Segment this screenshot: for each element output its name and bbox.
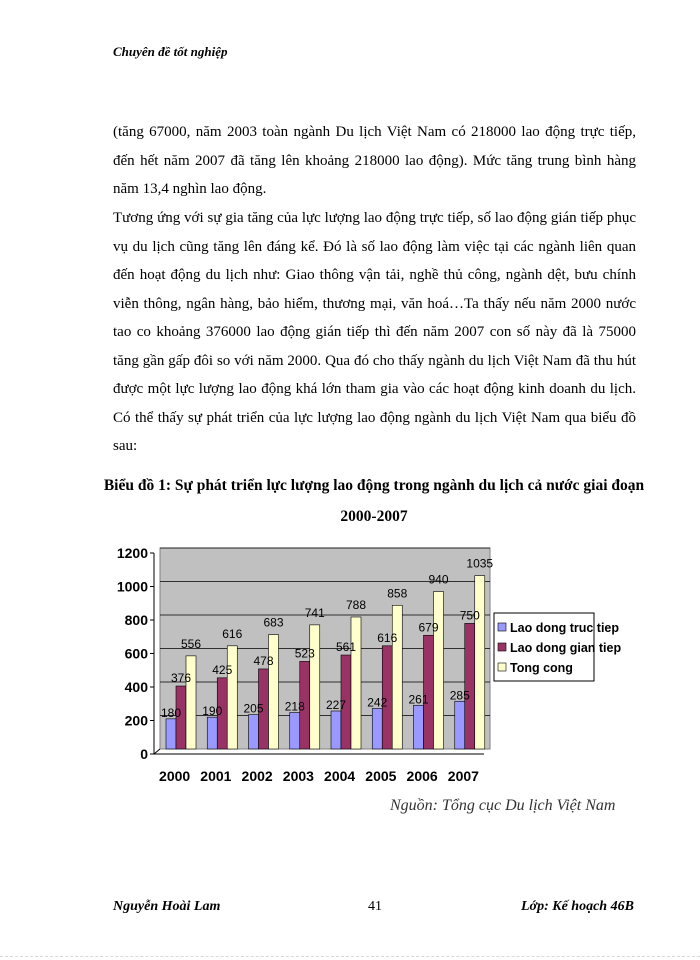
bar-0-2005 — [372, 708, 382, 749]
data-label: 556 — [180, 636, 202, 651]
legend-swatch — [498, 643, 506, 651]
footer-class: Lớp: Kế hoạch 46B — [521, 899, 634, 914]
data-label: 205 — [243, 701, 264, 716]
legend-swatch — [498, 663, 506, 671]
x-tick-label: 2006 — [406, 768, 438, 784]
paragraph-1: (tăng 67000, năm 2003 toàn ngành Du lịch Việt Nam có 218000 lao động trực tiếp, đến hết năm 2007 đã tăng lên khoảng 218000 lao động). Mức tăng trung bình hàng năm 13,4 nghìn lao động. — [113, 124, 636, 197]
data-label: 218 — [284, 699, 305, 714]
legend-label: Lao dong truc tiep — [510, 621, 620, 635]
data-label: 940 — [428, 572, 449, 587]
data-label: 523 — [294, 646, 315, 661]
data-label: 561 — [335, 640, 357, 655]
data-label: 227 — [325, 697, 347, 712]
x-tick-label: 2004 — [324, 768, 356, 784]
footer-author: Nguyễn Hoài Lam — [113, 899, 221, 914]
data-label: 478 — [253, 653, 274, 668]
bar-0-2002 — [249, 715, 259, 749]
data-label: 285 — [449, 688, 470, 703]
x-tick-label: 2007 — [447, 768, 479, 784]
x-tick-label: 2003 — [282, 768, 314, 784]
data-label: 616 — [377, 630, 398, 645]
chart-caption: Biểu đồ 1: Sự phát triển lực lượng lao động trong ngành du lịch cả nước giai đoạn 2000-2007 — [103, 477, 645, 525]
axis-corner — [154, 749, 160, 754]
paragraph-2: Tương ứng với sự gia tăng của lực lượng lao động trực tiếp, số lao động gián tiếp phục vụ du lịch cũng tăng lên đáng kể. Đó là số lao động làm việc tại các ngành liên quan đến hoạt động du lịch như: Giao thông vận tải, nghề thủ công, ngành dệt, bưu chính viễn thông, ngân hàng, bảo hiểm, thương mại, văn hoá…Ta thấy nếu năm 2000 nước tao co khoảng 376000 lao động gián tiếp thì đến năm 2007 con số này đã là 75000 tăng gần gấp đôi so với năm 2000. Qua đó cho thấy ngành du lịch Việt Nam đã thu hút được một lực lượng lao động khá lớn tham gia vào các hoạt động kinh doanh du lịch. Có thể thấy sự phát triển của lực lượng lao động ngành du lịch Việt Nam qua biểu đồ sau: — [113, 210, 636, 454]
data-label: 788 — [345, 598, 367, 613]
bar-0-2001 — [207, 717, 217, 749]
data-label: 741 — [304, 605, 325, 620]
bar-2-2004 — [351, 617, 361, 749]
bar-0-2000 — [166, 719, 176, 749]
y-tick-label: 400 — [124, 679, 148, 695]
x-tick-label: 2000 — [159, 768, 191, 784]
bar-0-2003 — [290, 712, 300, 749]
data-label: 679 — [418, 620, 439, 635]
bar-chart — [112, 540, 622, 785]
data-label: 683 — [263, 615, 284, 630]
footer-page-number: 41 — [368, 899, 382, 914]
bar-2-2000 — [186, 656, 196, 749]
y-tick-label: 1200 — [116, 545, 148, 561]
data-label: 180 — [160, 705, 182, 720]
bar-0-2007 — [455, 701, 465, 749]
x-tick-label: 2005 — [365, 768, 397, 784]
bar-2-2003 — [310, 625, 320, 749]
data-label: 242 — [367, 695, 388, 710]
bar-0-2004 — [331, 711, 341, 749]
y-tick-label: 800 — [124, 612, 148, 628]
y-tick-label: 1000 — [116, 578, 148, 595]
legend-label: Tong cong — [510, 661, 573, 675]
bar-2-2002 — [269, 635, 279, 749]
page-bottom-divider — [0, 956, 700, 957]
data-label: 1035 — [466, 556, 494, 571]
y-tick-label: 0 — [140, 746, 148, 762]
legend-label: Lao dong gian tiep — [510, 641, 622, 655]
bar-2-2007 — [475, 576, 485, 749]
x-tick-label: 2001 — [200, 768, 232, 784]
data-label: 261 — [408, 692, 429, 707]
bar-2-2005 — [392, 605, 402, 749]
data-label: 616 — [222, 626, 243, 641]
source-note: Nguồn: Tổng cục Du lịch Việt Nam — [390, 797, 616, 814]
data-label: 425 — [212, 662, 233, 677]
data-label: 858 — [387, 586, 408, 601]
bar-1-2007 — [465, 623, 475, 749]
y-tick-label: 200 — [124, 712, 148, 729]
legend-swatch — [498, 623, 506, 631]
data-label: 376 — [170, 671, 192, 686]
data-label: 190 — [202, 704, 223, 719]
page-header: Chuyên đề tốt nghiệp — [113, 44, 228, 59]
x-tick-label: 2002 — [241, 768, 273, 784]
bar-2-2006 — [434, 592, 444, 749]
data-label: 750 — [459, 608, 480, 623]
y-tick-label: 600 — [124, 645, 148, 662]
bar-0-2006 — [414, 705, 424, 749]
bar-2-2001 — [227, 646, 237, 749]
legend-layer — [494, 613, 621, 681]
